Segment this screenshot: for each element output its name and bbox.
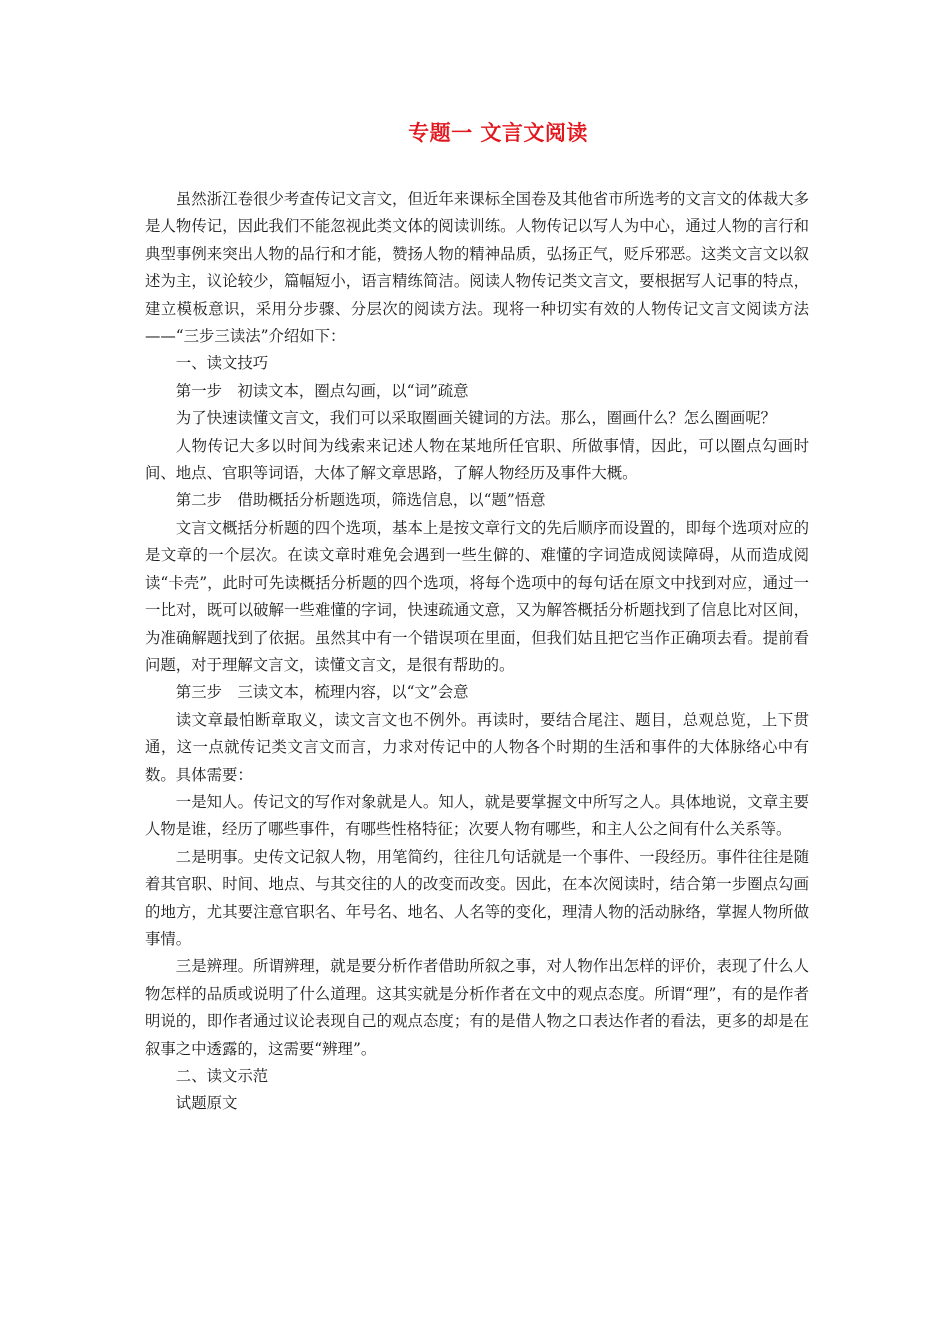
step-one-paragraph-2: 人物传记大多以时间为线索来记述人物在某地所任官职、所做事情，因此，可以圈点勾画时间、地点、官职等词语，大体了解文章思路，了解人物经历及事件大概。 — [145, 436, 809, 483]
step-two-paragraph: 文言文概括分析题的四个选项，基本上是按文章行文的先后顺序而设置的，即每个选项对应的是文章的一个层次。在读文章时难免会遇到一些生僻的、难懂的字词造成阅读障碍，从而造成阅读“卡壳”，此时可先读概括分析题的四个选项，将每个选项中的每句话在原文中找到对应，通过一一比对，既可以破解一些难懂的字词，快速疏通文意，又为解答概括分析题找到了信息比对区间，为准确解题找到了依据。虽然其中有一个错误项在里面，但我们姑且把它当作正确项去看。提前看问题，对于理解文言文，读懂文言文，是很有帮助的。 — [145, 518, 809, 674]
section-heading-demo: 二、读文示范 — [175, 1067, 269, 1085]
intro-paragraph: 虽然浙江卷很少考查传记文言文，但近年来课标全国卷及其他省市所选考的文言文的体裁大多是人物传记，因此我们不能忽视此类文体的阅读训练。人物传记以写人为中心，通过人物的言行和典型事例来突出人物的品行和才能，赞扬人物的精神品质，弘扬正气，贬斥邪恶。这类文言文以叙述为主，议论较少，篇幅短小，语言精练简洁。阅读人物传记类文言文，要根据写人记事的特点，建立模板意识，采用分步骤、分层次的阅读方法。现将一种切实有效的人物传记文言文阅读方法——“三步三读法”介绍如下： — [145, 190, 809, 346]
understand-events-paragraph: 二是明事。史传文记叙人物，用笔简约，往往几句话就是一个事件、一段经历。事件往往是随着其官职、时间、地点、与其交往的人的改变而改变。因此，在本次阅读时，结合第一步圈点勾画的地方，尤其要注意官职名、年号名、地名、人名等的变化，理清人物的活动脉络，掌握人物所做事情。 — [145, 847, 809, 948]
know-person-paragraph: 一是知人。传记文的写作对象就是人。知人，就是要掌握文中所写之人。具体地说，文章主要人物是谁，经历了哪些事件，有哪些性格特征；次要人物有哪些，和主人公之间有什么关系等。 — [145, 792, 809, 839]
step-one-heading: 第一步 初读文本，圈点勾画，以“词”疏意 — [175, 381, 469, 400]
document-title: 专题一 文言文阅读 — [408, 121, 588, 145]
step-two-heading: 第二步 借助概括分析题选项，筛选信息，以“题”悟意 — [175, 491, 546, 510]
section-heading-reading-skills: 一、读文技巧 — [175, 354, 269, 373]
step-three-paragraph: 读文章最怕断章取义，读文言文也不例外。再读时，要结合尾注、题目，总观总览，上下贯通，这一点就传记类文言文而言，力求对传记中的人物各个时期的生活和事件的大体脉络心中有数。具体需要： — [145, 710, 809, 784]
step-one-paragraph-1: 为了快速读懂文言文，我们可以采取圈画关键词的方法。那么，圈画什么？怎么圈画呢？ — [175, 409, 777, 428]
document-body — [145, 186, 809, 1118]
discern-reason-paragraph: 三是辨理。所谓辨理，就是要分析作者借助所叙之事，对人物作出怎样的评价，表现了什么人物怎样的品质或说明了什么道理。这其实就是分析作者在文中的观点态度。所谓“理”，有的是作者明说的，即作者通过议论表现自己的观点态度；有的是借人物之口表达作者的看法，更多的却是在叙事之中透露的，这需要“辨理”。 — [145, 957, 809, 1058]
original-text-label: 试题原文 — [175, 1094, 238, 1113]
step-three-heading: 第三步 三读文本，梳理内容，以“文”会意 — [175, 683, 469, 702]
